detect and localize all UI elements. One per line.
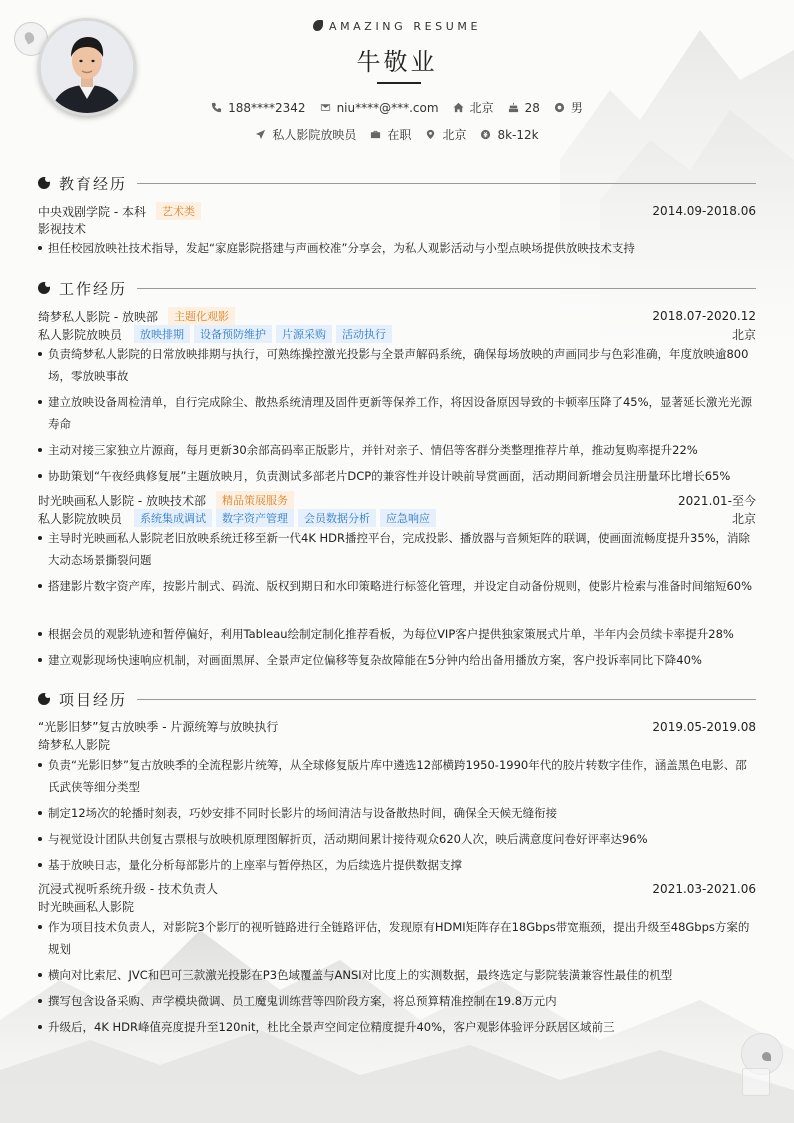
education-entry-header: 中央戏剧学院 - 本科 艺术类 2014.09-2018.06 xyxy=(38,204,756,219)
skill-tag: 设备预防维护 xyxy=(194,325,272,343)
section-projects: 项目经历 xyxy=(38,689,756,709)
skill-tag: 放映排期 xyxy=(134,325,190,343)
work-entry-role: 私人影院放映员 放映排期 设备预防维护 片源采购 活动执行 北京 xyxy=(38,325,756,343)
info-gender: 男 xyxy=(554,99,583,116)
list-item: 横向对比索尼、JVC和巴可三款激光投影在P3色域覆盖与ANSI对比度上的实测数据，最终选定与影院装潢兼容性最佳的机型 xyxy=(38,964,756,986)
project-entry-org: 绮梦私人影院 xyxy=(38,738,111,752)
list-item: 主动对接三家独立片源商，每月更新30余部高码率正版影片，并针对亲子、情侣等客群分类整理推荐片单，推动复购率提升22% xyxy=(38,439,756,461)
skill-tag: 系统集成调试 xyxy=(134,509,212,527)
category-tag: 主题化观影 xyxy=(168,307,235,325)
section-education: 教育经历 xyxy=(38,173,756,193)
location-icon xyxy=(425,129,436,140)
project-entry-header: 沉浸式视听系统升级 - 技术负责人 2021.03-2021.06 xyxy=(38,881,756,896)
decorative-box xyxy=(742,1068,770,1096)
skill-tag: 数字资产管理 xyxy=(216,509,294,527)
skill-tag: 应急响应 xyxy=(380,509,436,527)
list-item: 搭建影片数字资产库，按影片制式、码流、版权到期日和水印策略进行标签化管理，并设定自动备份规则，使影片检索与准备时间缩短60% xyxy=(38,575,756,597)
list-item: 制定12场次的轮播时刻表，巧妙安排不同时长影片的场间清洁与设备散热时间，确保全天候无缝衔接 xyxy=(38,802,756,824)
list-item: 负责绮梦私人影院的日常放映排期与执行，可熟练操控激光投影与全景声解码系统，确保每场放映的声画同步与色彩准确，年度放映逾800场，零放映事故 xyxy=(38,343,756,387)
header-tagline: AMAZING RESUME xyxy=(0,20,794,33)
section-bullet-icon xyxy=(38,177,50,189)
project-entry-header: “光影旧梦”复古放映季 - 片源统筹与放映执行 2019.05-2019.08 xyxy=(38,719,756,734)
section-work: 工作经历 xyxy=(38,278,756,298)
list-item: 作为项目技术负责人，对影院3个影厅的视听链路进行全链路评估，发现原有HDMI矩阵存在18Gbps带宽瓶颈，提出升级至48Gbps方案的规划 xyxy=(38,916,756,960)
list-item: 建立观影现场快速响应机制，对画面黑屏、全景声定位偏移等复杂故障能在5分钟内给出备用播放方案，客户投诉率同比下降40% xyxy=(38,649,756,671)
section-bullet-icon xyxy=(38,282,50,294)
salary-icon xyxy=(480,129,491,140)
list-item: 建立放映设备周检清单，自行完成除尘、散热系统清理及固件更新等保养工作，将因设备原因导致的卡顿率压降了45%，显著延长激光光源寿命 xyxy=(38,391,756,435)
list-item: 与视觉设计团队共创复古票根与放映机原理图解折页，活动期间累计接待观众620人次，映后满意度问卷好评率达96% xyxy=(38,828,756,850)
list-item: 根据会员的观影轨迹和暂停偏好，利用Tableau绘制定制化推荐看板，为每位VIP客户提供独家策展式片单，半年内会员续卡率提升28% xyxy=(38,623,756,645)
category-tag: 艺术类 xyxy=(156,202,201,220)
skill-tag: 活动执行 xyxy=(336,325,392,343)
skill-tag: 会员数据分析 xyxy=(298,509,376,527)
info-city: 北京 xyxy=(425,126,466,143)
list-item: 主导时光映画私人影院老旧放映系统迁移至新一代4K HDR播控平台，完成投影、播放器与音频矩阵的联调，使画面流畅度提升35%，消除大动态场景撕裂问题 xyxy=(38,527,756,571)
mail-icon xyxy=(320,102,331,113)
cake-icon xyxy=(508,102,519,113)
list-item: 协助策划“午夜经典修复展”主题放映月，负责测试多部老片DCP的兼容性并设计映前导赏画面，活动期间新增会员注册量环比增长65% xyxy=(38,465,756,487)
entry-date: 2021.03-2021.06 xyxy=(652,881,756,896)
name-underline xyxy=(377,82,421,84)
phone-icon xyxy=(211,102,222,113)
info-position: 私人影院放映员 xyxy=(255,126,356,143)
list-item: 负责“光影旧梦”复古放映季的全流程影片统筹，从全球修复版片库中遴选12部横跨1950-1990年代的胶片转数字佳作，涵盖黑色电影、邵氏武侠等细分类型 xyxy=(38,754,756,798)
work-entry-header: 时光映画私人影院 - 放映技术部 精品策展服务 2021.01-至今 xyxy=(38,491,756,509)
list-item: 撰写包含设备采购、声学模块微调、员工魔鬼训练营等四阶段方案，将总预算精准控制在19.8万元内 xyxy=(38,990,756,1012)
gender-icon xyxy=(554,102,565,113)
info-phone: 188****2342 xyxy=(211,99,305,116)
list-item: 基于放映日志，量化分析每部影片的上座率与暂停热区，为后续选片提供数据支撑 xyxy=(38,854,756,876)
education-major: 影视技术 xyxy=(38,222,87,236)
list-item: 担任校园放映社技术指导，发起“家庭影院搭建与声画校准”分享会，为私人观影活动与小型点映场提供放映技术支持 xyxy=(38,237,756,259)
entry-date: 2018.07-2020.12 xyxy=(652,309,756,323)
list-item: 升级后，4K HDR峰值亮度提升至120nit，杜比全景声空间定位精度提升40%，客户观影体验评分跃居区域前三 xyxy=(38,1016,756,1038)
info-email: niu****@***.com xyxy=(320,99,439,116)
contact-info-row xyxy=(0,99,794,116)
job-intent-row xyxy=(0,126,794,143)
category-tag: 精品策展服务 xyxy=(216,491,294,509)
candidate-name: 牛敬业 xyxy=(356,48,438,76)
briefcase-icon xyxy=(370,129,381,140)
send-icon xyxy=(255,129,266,140)
info-status: 在职 xyxy=(370,126,411,143)
entry-date: 2019.05-2019.08 xyxy=(652,719,756,734)
entry-date: 2021.01-至今 xyxy=(678,493,756,508)
skill-tag: 片源采购 xyxy=(276,325,332,343)
entry-date: 2014.09-2018.06 xyxy=(652,204,756,218)
entry-city: 北京 xyxy=(731,511,756,526)
info-hometown: 北京 xyxy=(453,99,494,116)
section-bullet-icon xyxy=(38,693,50,705)
work-entry-header: 绮梦私人影院 - 放映部 主题化观影 2018.07-2020.12 xyxy=(38,309,756,324)
info-age: 28 xyxy=(508,99,540,116)
entry-city: 北京 xyxy=(731,327,756,342)
work-entry-role: 私人影院放映员 系统集成调试 数字资产管理 会员数据分析 应急响应 北京 xyxy=(38,509,756,527)
home-icon xyxy=(453,102,464,113)
leaf-icon xyxy=(313,20,323,31)
info-salary: 8k-12k xyxy=(480,126,538,143)
project-entry-org: 时光映画私人影院 xyxy=(38,900,135,914)
